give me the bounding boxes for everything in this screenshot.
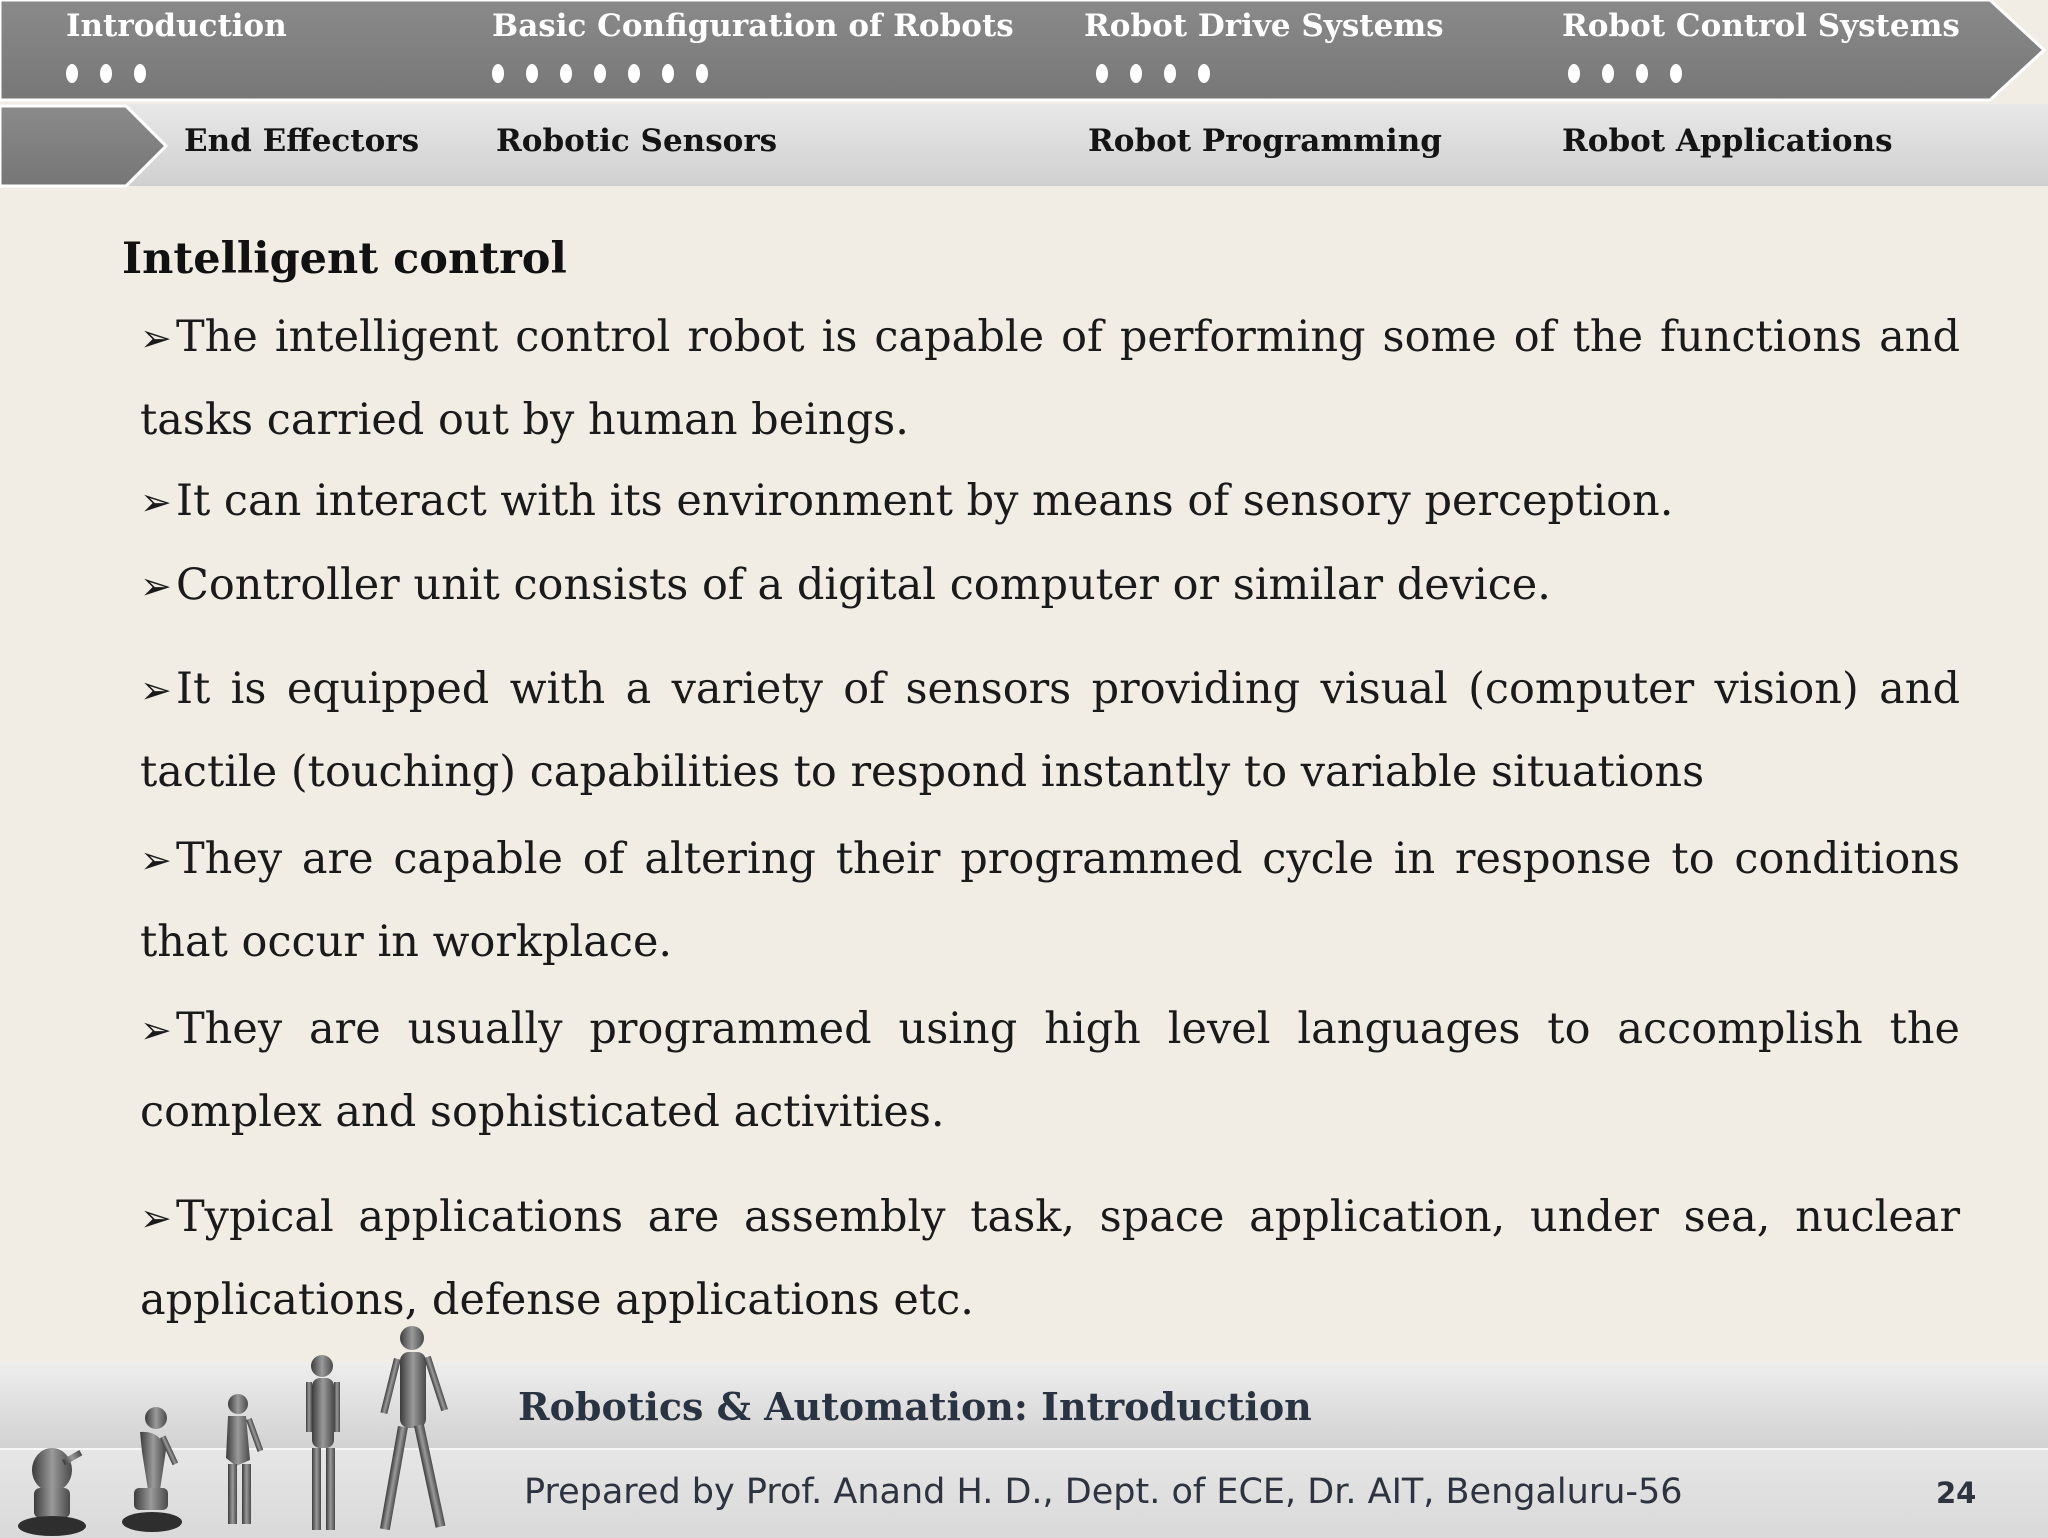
progress-dot — [134, 64, 146, 83]
bullet-item — [140, 460, 1960, 543]
progress-dot — [66, 64, 78, 83]
bullet-item — [140, 988, 1960, 1153]
progress-dot — [628, 64, 640, 83]
progress-dot — [662, 64, 674, 83]
bullet-arrow-icon: ➢ — [140, 838, 172, 882]
nav-progress-dots-drive-systems — [1096, 64, 1232, 86]
bullet-arrow-icon: ➢ — [140, 316, 172, 360]
nav-section-basic-configuration[interactable]: Basic Configuration of Robots — [492, 8, 1014, 44]
bullet-arrow-icon: ➢ — [140, 480, 172, 524]
nav-progress-dots-introduction — [66, 64, 168, 86]
nav-section-control-systems[interactable]: Robot Control Systems — [1562, 8, 1960, 44]
nav-progress-dots-control-systems — [1568, 64, 1704, 86]
bullet-item — [140, 1176, 1960, 1341]
bullet-arrow-icon: ➢ — [140, 668, 172, 712]
bullet-text-line1: Typical applications are assembly task, space application, under sea, nuclear — [176, 1192, 1960, 1242]
bullet-arrow-icon: ➢ — [140, 1008, 172, 1052]
progress-dot — [1096, 64, 1108, 83]
progress-dot — [1602, 64, 1614, 83]
nav-section-end-effectors[interactable]: End Effectors — [184, 123, 420, 159]
bullet-text-line2: that occur in workplace. — [140, 917, 673, 967]
progress-dot — [492, 64, 504, 83]
bullet-item — [140, 648, 1960, 813]
progress-dot — [1198, 64, 1210, 83]
progress-dot — [594, 64, 606, 83]
bullet-text-line2: applications, defense applications etc. — [140, 1275, 974, 1325]
bullet-text-line1: The intelligent control robot is capable of performing some of the functions and — [176, 312, 1960, 362]
progress-dot — [1636, 64, 1648, 83]
nav-section-robot-programming[interactable]: Robot Programming — [1088, 123, 1442, 159]
robot-evolution-icon — [0, 1320, 470, 1536]
progress-dot — [696, 64, 708, 83]
bullet-item — [140, 296, 1960, 461]
bullet-text-line1: It can interact with its environment by means of sensory perception. — [176, 476, 1674, 526]
progress-dot — [526, 64, 538, 83]
bullet-text-line1: They are capable of altering their programmed cycle in response to conditions — [176, 834, 1960, 884]
bullet-text-line2: complex and sophisticated activities. — [140, 1087, 945, 1137]
bullet-item — [140, 818, 1960, 983]
bullet-text-line1: It is equipped with a variety of sensors providing visual (computer vision) and — [176, 664, 1960, 714]
bullet-text-line1: Controller unit consists of a digital computer or similar device. — [176, 560, 1551, 610]
bullet-arrow-icon: ➢ — [140, 1196, 172, 1240]
nav-progress-dots-basic-configuration — [492, 64, 730, 86]
progress-dot — [1670, 64, 1682, 83]
footer-course-title: Robotics & Automation: Introduction — [518, 1384, 1312, 1429]
bullet-item — [140, 544, 1960, 627]
bullet-text-line1: They are usually programmed using high level languages to accomplish the — [176, 1004, 1960, 1054]
bullet-text-line2: tactile (touching) capabilities to respond instantly to variable situations — [140, 747, 1705, 797]
progress-dot — [1164, 64, 1176, 83]
slide-page-number: 24 — [1936, 1476, 1977, 1510]
bullet-text-line2: tasks carried out by human beings. — [140, 395, 909, 445]
nav-section-drive-systems[interactable]: Robot Drive Systems — [1084, 8, 1444, 44]
progress-dot — [1130, 64, 1142, 83]
footer-author-credit: Prepared by Prof. Anand H. D., Dept. of ECE, Dr. AIT, Bengaluru-56 — [524, 1472, 1683, 1512]
nav-section-robot-applications[interactable]: Robot Applications — [1562, 123, 1893, 159]
nav-section-robotic-sensors[interactable]: Robotic Sensors — [496, 123, 778, 159]
progress-dot — [100, 64, 112, 83]
slide-heading: Intelligent control — [122, 234, 567, 284]
progress-dot — [560, 64, 572, 83]
bullet-arrow-icon: ➢ — [140, 564, 172, 608]
nav-section-introduction[interactable]: Introduction — [66, 8, 287, 44]
progress-dot — [1568, 64, 1580, 83]
